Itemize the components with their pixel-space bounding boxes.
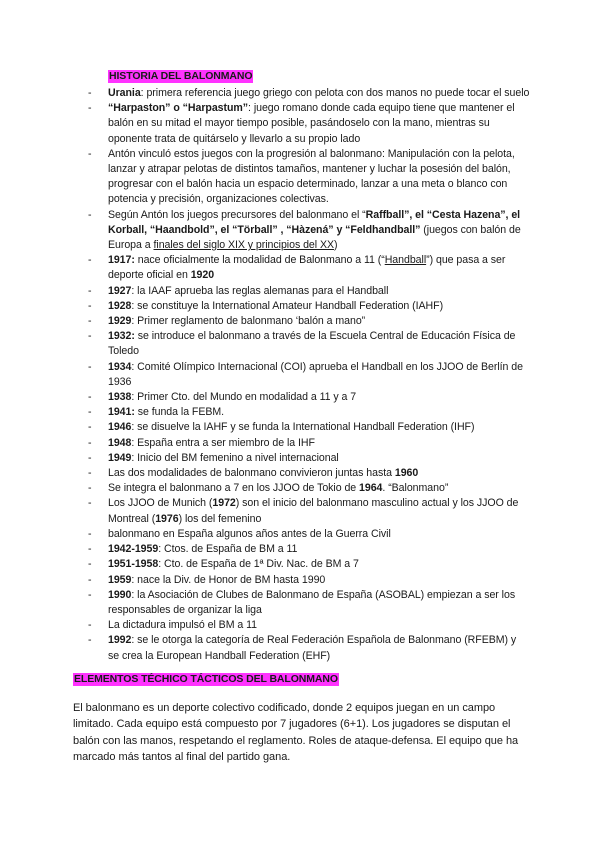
- list-item: [88, 86, 530, 101]
- list-item-text: : primera referencia juego griego con pelota con dos manos no puede tocar el suelo: [140, 87, 530, 99]
- list-item: [88, 633, 530, 663]
- list-bullet: -: [88, 360, 92, 373]
- list-item-text: Antón vinculó estos juegos con la progresión al balonmano: Manipulación con la pelota, lanzar y atrapar pelotas de distintos tamaños, mantener y luchar la posesión del balón, progresar con el balón hacia un espacio determinado, lanzar a una meta o blanco con potencia y precisión, organizaciones colectivas.: [108, 147, 515, 206]
- list-item: [88, 405, 530, 420]
- list-item: [88, 314, 530, 329]
- list-item-text: : Cto. de España de 1ª Div. Nac. de BM a 7: [158, 558, 359, 571]
- list-item: [88, 147, 530, 208]
- list-item-text: se funda la FEBM.: [134, 406, 225, 419]
- list-item-text: Las dos modalidades de balonmano convivieron juntas hasta: [108, 467, 395, 480]
- list-bullet: -: [88, 299, 92, 312]
- list-item-text: 1929: [108, 315, 132, 328]
- list-bullet: -: [88, 436, 92, 449]
- list-bullet: -: [88, 527, 92, 540]
- list-item-text: Se integra el balonmano a 7 en los JJOO de Tokio de: [108, 482, 360, 495]
- list-item-text: ”) que pasa a ser deporte oficial en: [108, 254, 506, 282]
- history-list: [88, 86, 530, 664]
- list-bullet: -: [88, 330, 92, 343]
- list-item-text: 1960: [394, 467, 419, 480]
- list-item-text: 1934: [108, 360, 132, 373]
- list-item-text: 1964: [359, 482, 383, 495]
- list-item-text: 1948: [108, 436, 132, 449]
- list-item-text: 1941:: [108, 406, 135, 419]
- list-item: [88, 208, 530, 254]
- list-item-text: . “Balonmano”: [382, 482, 449, 495]
- list-item-text: Urania: [108, 87, 141, 99]
- list-item-text: ) son el inicio del balonmano masculino actual y los JJOO de Montreal (: [108, 497, 519, 525]
- list-item-text: ) los del femenino: [178, 512, 262, 525]
- list-bullet: -: [88, 147, 92, 160]
- list-item-text: : juego romano donde cada equipo tiene que mantener el balón en su mitad el mayor tiempo posible, pasándoselo con la mano, mientras su oponente trata de quitárselo y llevarlo a su propio lado: [108, 102, 515, 145]
- list-bullet: -: [88, 634, 92, 647]
- list-bullet: -: [88, 573, 92, 586]
- list-item: [88, 527, 530, 542]
- list-item: [88, 390, 530, 405]
- list-item-text: 1928: [108, 299, 132, 312]
- list-bullet: -: [88, 284, 92, 297]
- list-item-text: 1972: [212, 497, 236, 510]
- list-bullet: -: [88, 208, 92, 221]
- list-item: [88, 451, 530, 466]
- list-item: [88, 481, 530, 496]
- list-item-text: finales del siglo XIX y principios del XX: [153, 239, 334, 252]
- list-item: [88, 420, 530, 435]
- list-item-text: Según Antón los juegos precursores del balonmano el “: [108, 208, 366, 221]
- list-item: [88, 466, 530, 481]
- list-bullet: -: [88, 497, 92, 510]
- list-item: [88, 436, 530, 451]
- list-item-text: : la Asociación de Clubes de Balonmano de España (ASOBAL) empiezan a ser los responsables de organizar la liga: [108, 588, 516, 616]
- list-item-text: 1976: [155, 512, 179, 525]
- list-item-text: 1992: [108, 634, 132, 647]
- list-item-text: 1932:: [108, 330, 135, 343]
- list-item-text: nace oficialmente la modalidad de Balonmano a 11 (“: [134, 254, 385, 267]
- list-bullet: -: [88, 391, 92, 404]
- list-item-text: ): [334, 239, 338, 252]
- list-bullet: -: [88, 254, 92, 267]
- list-item-text: se introduce el balonmano a través de la Escuela Central de Educación Física de Toledo: [108, 330, 516, 358]
- list-item: [88, 618, 530, 633]
- list-bullet: -: [88, 102, 92, 115]
- list-bullet: -: [88, 406, 92, 419]
- list-item-text: : la IAAF aprueba las reglas alemanas para el Handball: [131, 284, 389, 297]
- list-item-text: 1949: [108, 451, 132, 464]
- list-item-text: : se constituye la International Amateur Handball Federation (IAHF): [131, 299, 444, 312]
- list-item-text: : Ctos. de España de BM a 11: [158, 543, 298, 556]
- list-item-text: : se disuelve la IAHF y se funda la International Handball Federation (IHF): [131, 421, 475, 434]
- list-item-text: 1917:: [108, 254, 135, 267]
- list-item-text: balonmano en España algunos años antes de la Guerra Civil: [108, 527, 391, 540]
- list-item-text: : España entra a ser miembro de la IHF: [131, 436, 315, 449]
- list-item: [88, 496, 530, 526]
- list-bullet: -: [88, 421, 92, 434]
- list-bullet: -: [88, 543, 92, 556]
- list-bullet: -: [88, 619, 92, 632]
- list-bullet: -: [88, 451, 92, 464]
- list-item: [88, 557, 530, 572]
- list-bullet: -: [88, 467, 92, 480]
- list-item: [88, 299, 530, 314]
- list-item-text: Raffball”, el “Cesta Hazena”, el Korball, “Haandbold”, el “Törball” , “Hàzená” y “Feldhandball”: [108, 208, 521, 236]
- list-item-text: 1959: [108, 573, 132, 586]
- section-heading-historia: HISTORIA DEL BALONMANO: [109, 70, 253, 82]
- list-item-text: 1942-1959: [108, 543, 159, 556]
- list-item: [88, 588, 530, 618]
- list-bullet: -: [88, 87, 92, 99]
- list-item-text: 1951-1958: [108, 558, 159, 571]
- list-item: [88, 542, 530, 557]
- list-item: [88, 360, 530, 390]
- list-item: [88, 253, 530, 283]
- list-item-text: : Primer reglamento de balonmano ‘balón a mano”: [131, 315, 366, 328]
- list-item: [88, 329, 530, 359]
- list-item-text: 1938: [108, 391, 132, 404]
- list-item-text: 1990: [108, 588, 132, 601]
- list-item-text: La dictadura impulsó el BM a 11: [108, 619, 258, 632]
- list-bullet: -: [88, 558, 92, 571]
- list-item: [88, 284, 530, 299]
- list-item-text: : se le otorga la categoría de Real Federación Española de Balonmano (RFEBM) y se crea la European Handball Federation (EHF): [108, 634, 517, 662]
- list-item-text: : nace la Div. de Honor de BM hasta 1990: [131, 573, 326, 586]
- list-item-text: 1946: [108, 421, 132, 434]
- intro-paragraph: El balonmano es un deporte colectivo codificado, donde 2 equipos juegan en un campo limitado. Cada equipo está compuesto por 7 jugadores (6+1). Los jugadores se disputan el balón con las manos, respetando el reglamento. Roles de ataque-defensa. El equipo que ha marcado más tantos al final del partido gana.: [73, 702, 519, 764]
- list-item-text: : Inicio del BM femenino a nivel internacional: [131, 451, 339, 464]
- list-item: [88, 573, 530, 588]
- list-item-text: Los JJOO de Munich (: [108, 497, 213, 510]
- section-heading-elementos: ELEMENTOS TÉCHICO TÁCTICOS DEL BALONMANO: [74, 673, 338, 685]
- list-item-text: : Primer Cto. del Mundo en modalidad a 11 y a 7: [131, 391, 357, 404]
- list-item: [88, 101, 530, 147]
- list-item-text: 1927: [108, 284, 132, 297]
- list-item-text: : Comité Olímpico Internacional (COI) aprueba el Handball en los JJOO de Berlín de 1936: [108, 360, 523, 388]
- list-item-text: (juegos con balón de Europa a: [108, 223, 521, 252]
- list-item-text: 1920: [190, 269, 215, 282]
- list-item-text: Handball: [384, 254, 427, 267]
- list-bullet: -: [88, 588, 92, 601]
- list-bullet: -: [88, 315, 92, 328]
- list-bullet: -: [88, 482, 92, 495]
- list-item-text: “Harpaston” o “Harpastum”: [108, 102, 249, 115]
